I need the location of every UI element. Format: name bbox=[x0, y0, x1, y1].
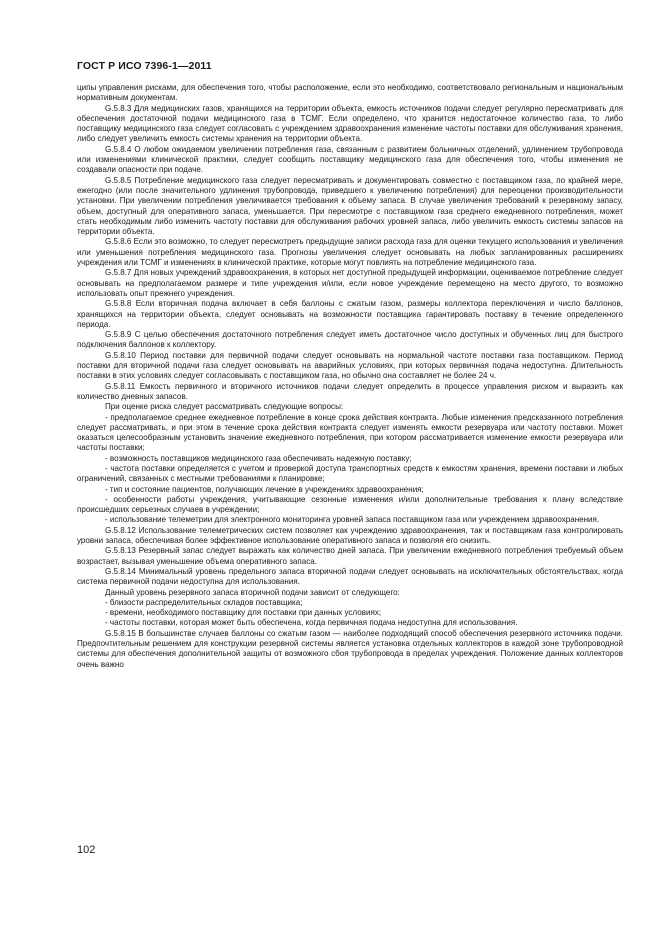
paragraph-g5813: G.5.8.13 Резервный запас следует выражать как количество дней запаса. При увеличении ежедневного потребления требуемый объем возрастает, вызывая уменьшение объема оперативного запаса. bbox=[77, 546, 623, 566]
list-item: - использование телеметрии для электронного мониторинга уровней запаса поставщиком газа или учреждением здравоохранения. bbox=[105, 515, 600, 525]
list-item: - тип и состояние пациентов, получающих лечение в учреждениях здравоохранения; bbox=[105, 484, 424, 494]
document-body bbox=[77, 83, 623, 670]
list-item: - частоты поставки, которая может быть обеспечена, когда первичная подача недоступна для использования. bbox=[105, 618, 518, 628]
paragraph-g583: G.5.8.3 Для медицинских газов, хранящихся на территории объекта, емкость источников подачи следует регулярно пересматривать для обеспечения достаточной подачи медицинского газа в ТСМГ. Если определено, что хранится недостаточное количество газа, то либо поставщику медицинского газа следует согласовать с учреждением здравоохранения изменение частоты поставки для обслуживания хранения, либо следует увеличить емкость системы хранения на территории объекта. bbox=[77, 103, 623, 144]
paragraph-continuation: ципы управления рисками, для обеспечения того, чтобы расположение, если это необходимо, соответствовало региональным и национальным нормативным документам. bbox=[77, 83, 623, 103]
paragraph-g5810: G.5.8.10 Период поставки для первичной подачи следует основывать на нормальной частоте поставки газа поставщиком. Период поставки для вторичной подачи газа следует основывать на аварийных условиях, при которых первичная подача недоступна. Длительность поставки в этих условиях следует согласовывать с поставщиком газа, но обычно она составляет не более 24 ч. bbox=[77, 350, 623, 381]
page-number: 102 bbox=[77, 844, 96, 856]
list-item: - времени, необходимого поставщику для поставки при данных условиях; bbox=[105, 608, 382, 618]
paragraph-reserve-intro: Данный уровень резервного запаса вторичной подачи зависит от следующего: bbox=[105, 587, 400, 597]
list-item: - частота поставки определяется с учетом и проверкой доступа транспортных средств к емкостям хранения, времени поставки и любых ограничений, связанных с местными требованиями к планировке; bbox=[77, 463, 623, 484]
list-item: - особенности работы учреждения, учитывающие сезонные изменения и/или дополнительные требования к плану вследствие происшедших серьезных случаев в учреждении; bbox=[77, 494, 623, 515]
paragraph-g586: G.5.8.6 Если это возможно, то следует пересмотреть предыдущие записи расхода газа для оценки текущего использования и увеличения или уменьшения потребления медицинского газа. Прогнозы увеличения следует основывать на любых запланированных расширениях учреждения или ТСМГ и изменениях в клинической практике, которые могут повлиять на потребление медицинского газа. bbox=[77, 237, 623, 268]
paragraph-g588: G.5.8.8 Если вторичная подача включает в себя баллоны с сжатым газом, размеры коллектора переключения и число баллонов, хранящихся на территории объекта, следует основывать на возможности поставщика гарантировать поставку в течение определенного периода. bbox=[77, 299, 623, 329]
paragraph-g584: G.5.8.4 О любом ожидаемом увеличении потребления газа, связанным с развитием больничных отделений, удлинением трубопровода или изменениями клинической практики, следует сообщить поставщику медицинского газа для обеспечения того, чтобы изменения не создавали опасности при подаче. bbox=[77, 144, 623, 175]
list-item: - предполагаемое среднее ежедневное потребление в конце срока действия контракта. Любые изменения предсказанного потребления следует рассматривать, и при этом в течение срока действия контракта следует изменять емкости резервуара или частоту поставки. Может оказаться целесообразным установить значение ежедневного потребления, при котором рассматривается изменение емкости резервуара или частоты поставки; bbox=[77, 412, 623, 453]
paragraph-g5815: G.5.8.15 В большинстве случаев баллоны со сжатым газом — наиболее подходящий способ обеспечения резервного источника подачи. Предпочтительным решением для конструкции резервной системы является установка отдельных коллекторов в каждой зоне трубопроводной системы для обеспечения дополнительной защиты от возможного сбоя трубопровода в пределах учреждения. Положение данных коллекторов очень важно bbox=[77, 628, 623, 669]
list-item: - близости распределительных складов поставщика; bbox=[105, 597, 303, 607]
paragraph-g5812: G.5.8.12 Использование телеметрических систем позволяет как учреждению здравоохранения, так и поставщикам газа контролировать уровни запаса, обеспечивая более эффективное использование оперативного запаса и позволяя его снизить. bbox=[77, 525, 623, 546]
paragraph-g585: G.5.8.5 Потребление медицинского газа следует пересматривать и документировать совместно с поставщиком газа, по крайней мере, ежегодно (или после значительного удлинения трубопровода, приведшего к увеличению потребления) для переоценки производительности установки. При увеличении потребления увеличивается требования к объему запаса. В случае увеличения требований к резервному запасу, объем, доступный для оперативного запаса, уменьшается. При пересмотре с поставщиком газа среднего ежедневного потребления, может стать необходимым либо изменить частоту поставки для обслуживания рабочих уровней запаса, либо увеличить емкость системы запасов на территории объекта. bbox=[77, 175, 623, 237]
paragraph-risk-intro: При оценке риска следует рассматривать следующие вопросы: bbox=[105, 402, 344, 412]
list-item: - возможность поставщиков медицинского газа обеспечивать надежную поставку; bbox=[105, 453, 412, 463]
document-header: ГОСТ Р ИСО 7396-1—2011 bbox=[77, 60, 212, 72]
paragraph-g5811: G.5.8.11 Емкость первичного и вторичного источников подачи следует определить в процессе управления риском и выразить как количество дневных запасов. bbox=[77, 381, 623, 401]
paragraph-g5814: G.5.8.14 Минимальный уровень предельного запаса вторичной подачи следует основывать на исключительных обстоятельствах, когда система первичной подачи недоступна для использования. bbox=[77, 566, 623, 587]
paragraph-g589: G.5.8.9 С целью обеспечения достаточного потребления следует иметь достаточное число доступных и обученных лиц для быстрого подключения баллонов к коллектору. bbox=[77, 330, 623, 350]
paragraph-g587: G.5.8.7 Для новых учреждений здравоохранения, в которых нет доступной предыдущей информации, оцениваемое потребление следует основывать на предполагаемом размере и типе учреждения и/или, если новое учреждение перемещено на место другого, то возможно использовать опыт прежнего учреждения. bbox=[77, 268, 623, 298]
